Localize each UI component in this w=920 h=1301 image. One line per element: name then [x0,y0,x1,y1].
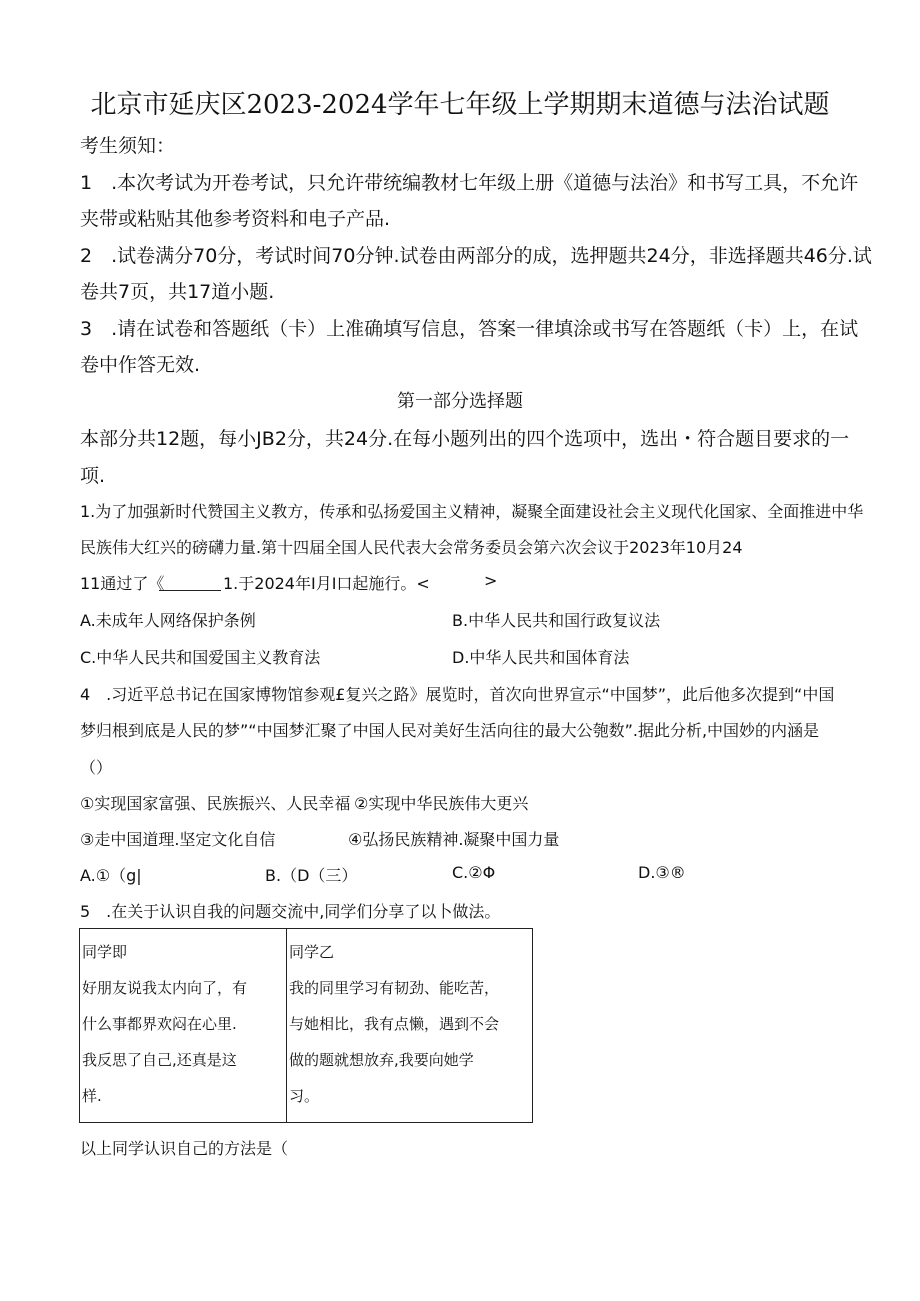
q5-student-a-cell [80,929,287,1123]
q5-question: 以上同学认识自己的方法是（ [80,1139,289,1158]
q4-option-d: D.③® [638,863,686,882]
notice-heading: 考生须知： [80,135,176,157]
q1-line1: 1.为了加强新时代赞国主义教方，传承和弘扬爱国主义精神，凝聚全面建设社会主义现代化国家、全面推进中华 [80,502,864,521]
q5-student-b-name: 同学乙 [289,943,335,961]
q5-student-b-line: 习。 [289,1087,320,1105]
q4-option-b: B.（D（三） [265,866,358,885]
notice-item-1-line2: 夹带或粘贴其他参考资料和电子产品. [80,208,391,230]
q5-student-b-line: 做的题就想放弃,我要向她学 [289,1051,474,1069]
q4-option-a: A.①（g| [80,866,142,885]
q5-student-b-line: 与她相比，我有点懒，遇到不会 [289,1015,500,1033]
q4-line1: 4 .习近平总书记在国家博物馆参观£复兴之路》展览时，首次向世界宣示“中国梦”，此后他多次提到“中国 [80,685,835,704]
q4-option-c: C.②Φ [452,863,496,882]
q1-option-d: D.中华人民共和国体育法 [452,648,630,667]
notice-item-2-line2: 卷共7页，共17道小题. [80,281,275,303]
part1-heading: 第一部分选择题 [397,391,523,412]
page-title: 北京市延庆区2023-2024学年七年级上学期期末道德与法治试题 [90,90,830,120]
q5-student-a-line: 好朋友说我太内向了，有 [82,979,248,997]
q1-line3-end: > [484,571,498,590]
q1-answer-blank [159,590,221,591]
q5-student-b-line: 我的同里学习有韧劲、能吃苦， [289,979,500,997]
notice-item-2-line1: 2 .试卷满分70分，考试时间70分钟.试卷由两部分的成，选押题共24分，非选择题共46分.试 [80,245,872,267]
q5-student-a-line: 什么事都界欢闷在心里. [82,1015,237,1033]
part1-intro-line2: 项. [80,465,106,487]
notice-item-3-line2: 卷中作答无效. [80,354,201,376]
q1-option-c: C.中华人民共和国爱国主义教育法 [80,648,321,667]
part1-intro-line1: 本部分共12题，每小JB2分，共24分.在每小题列出的四个选项中，选出・符合题目要求的一 [80,428,850,450]
q1-option-a: A.未成年人网络保护条例 [80,611,256,630]
q4-statement-2: ②实现中华民族伟大更兴 [354,794,529,813]
notice-item-3-line1: 3 .请在试卷和答题纸（卡）上准确填写信息，答案一律填涂或书写在答题纸（卡）上，在试 [80,318,859,340]
q4-line3: （） [80,758,113,777]
notice-item-1-line1: 1 .本次考试为开卷考试，只允许带统编教材七年级上册《道德与法治》和书写工具，不允许 [80,172,859,194]
q5-comparison-table [79,928,533,1123]
q5-student-a-line: 样. [82,1087,102,1105]
q1-line3-middle: 1.于2024年I月I口起施行。< [223,574,430,593]
q1-option-b: B.中华人民共和国行政复议法 [452,611,661,630]
q5-student-a-line: 我反思了自己,还真是这 [82,1051,237,1069]
q4-statement-4: ④弘扬民族精神.凝聚中国力量 [348,830,560,849]
q5-line1: 5 .在关于认识自我的问题交流中,同学们分享了以卜做法。 [80,902,501,921]
q4-statement-3: ③走中国道理.坚定文化自信 [80,830,276,849]
q5-student-b-cell [287,929,533,1123]
q1-line2: 民族伟大红兴的磅礴力量.第十四届全国人民代表大会常务委员会第六次会议于2023年10月24 [80,538,743,557]
q1-line3-start: 11通过了《 [80,574,165,593]
q4-statement-1: ①实现国家富强、民族振兴、人民幸福 [80,794,351,813]
q5-student-a-name: 同学即 [82,943,128,961]
q4-line2: 梦归根到底是人民的梦”“中国梦汇聚了中国人民对美好生活向往的最大公匏数”.据此分析,中国妙的内涵是 [80,721,820,740]
